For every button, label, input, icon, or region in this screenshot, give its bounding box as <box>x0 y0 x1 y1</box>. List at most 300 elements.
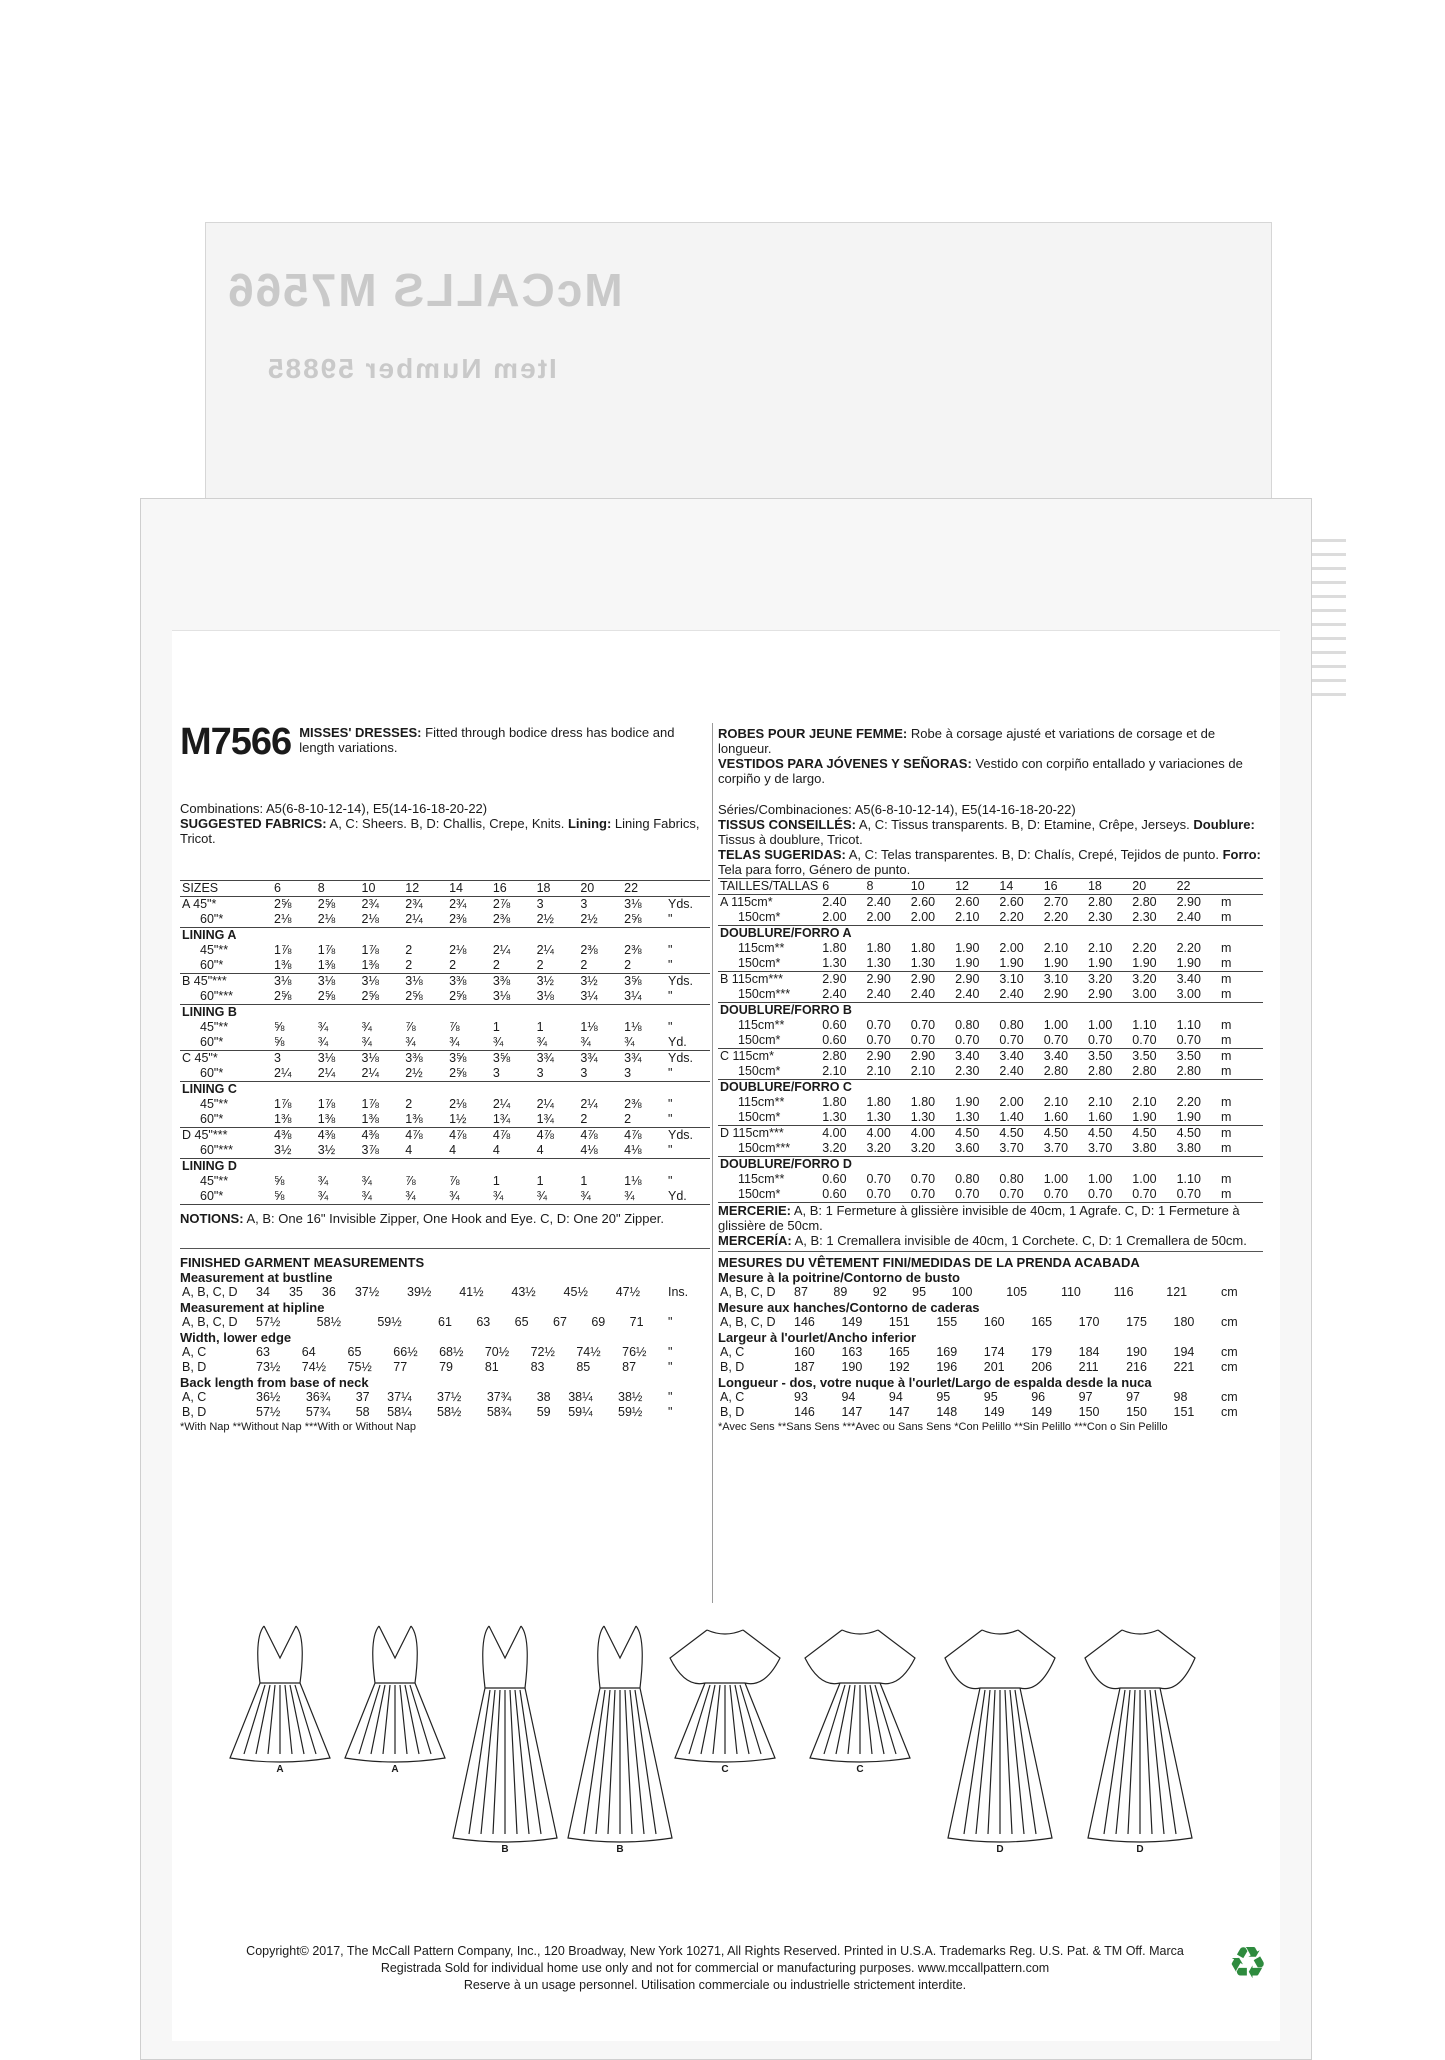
value-cell: 2½ <box>578 912 622 928</box>
section-label: DOUBLURE/FORRO C <box>720 1080 852 1094</box>
dress-drawing <box>1080 1618 1200 1853</box>
spanish-description: VESTIDOS PARA JÓVENES Y SEÑORAS: Vestido con corpiño entallado y variaciones de corpiño y de largo. <box>718 756 1243 786</box>
measurement-cell: 87 <box>794 1285 808 1299</box>
yardage-row <box>718 1018 1263 1033</box>
value-cell: 3.40 <box>955 1049 980 1063</box>
value-cell: 2¼ <box>360 1066 404 1082</box>
value-cell: 2.40 <box>866 895 891 909</box>
size-cell: 22 <box>1175 879 1219 895</box>
value-cell: 3.70 <box>1086 1141 1130 1157</box>
measurement-heading: Mesure aux hanches/Contorno de caderas <box>718 1300 980 1315</box>
value-cell: 2 <box>622 958 666 974</box>
value-cell: 3½ <box>536 974 554 988</box>
measurement-heading: Mesure à la poitrine/Contorno de busto <box>718 1270 960 1285</box>
value-cell: 4.00 <box>822 1126 847 1140</box>
measurement-row <box>180 1360 710 1375</box>
measurement-cell: 190 <box>841 1360 863 1374</box>
value-cell: 2¼ <box>580 1097 598 1111</box>
size-cell: 10 <box>360 881 404 897</box>
row-label: 150cm* <box>718 1033 820 1049</box>
value-cell: 2.10 <box>909 1064 953 1080</box>
value-cell: 2⅛ <box>449 943 467 957</box>
measurement-cell: 110 <box>1060 1285 1081 1299</box>
measurement-row <box>718 1405 1263 1420</box>
value-cell: 0.70 <box>1175 1187 1219 1203</box>
value-cell: 1⅞ <box>361 943 379 957</box>
value-cell: ⅞ <box>405 1174 416 1188</box>
measurement-cell: 190 <box>1126 1345 1147 1359</box>
value-cell: 1⅞ <box>361 1097 379 1111</box>
value-cell: 2¼ <box>316 1066 360 1082</box>
value-cell: 0.70 <box>865 1187 909 1203</box>
value-cell: ⅝ <box>274 1174 285 1188</box>
unit-cell: m <box>1221 1095 1232 1109</box>
value-cell: 2.00 <box>999 1095 1024 1109</box>
value-cell: 1.00 <box>1043 1018 1069 1032</box>
measurement-cell: 147 <box>888 1405 910 1419</box>
value-cell: 2.80 <box>1175 1064 1219 1080</box>
yardage-row <box>718 1141 1263 1157</box>
measurement-cell: 65 <box>514 1315 529 1329</box>
value-cell: 2.80 <box>1132 895 1157 909</box>
measurement-cell: 38 <box>536 1390 551 1404</box>
value-cell: 3¾ <box>580 1051 598 1065</box>
value-cell: 2 <box>405 943 413 957</box>
value-cell: 2⅛ <box>360 912 404 928</box>
unit-cell: " <box>668 1020 673 1034</box>
value-cell: 1.90 <box>1042 956 1086 972</box>
measurement-row <box>718 1390 1263 1405</box>
value-cell: ¾ <box>316 1189 360 1205</box>
value-cell: 4⅞ <box>449 1128 467 1142</box>
ghost-item: Item Number 59885 <box>266 353 557 384</box>
dress-drawing <box>445 1618 565 1853</box>
value-cell: 2⅜ <box>447 912 491 928</box>
value-cell: 0.70 <box>997 1187 1041 1203</box>
value-cell: 1.10 <box>1132 1018 1157 1032</box>
row-label: 60"* <box>180 958 272 974</box>
value-cell: 0.70 <box>910 1018 936 1032</box>
value-cell: 3.70 <box>1042 1141 1086 1157</box>
measurement-cell: 121 <box>1166 1285 1188 1299</box>
view-label: A, B, C, D <box>720 1285 776 1299</box>
measurement-cell: 148 <box>936 1405 958 1419</box>
lining-section-row <box>718 1157 1263 1173</box>
value-cell: 1.90 <box>1130 1110 1174 1126</box>
value-cell: 2⅜ <box>580 943 598 957</box>
measurement-cell: 97 <box>1126 1390 1140 1404</box>
value-cell: 2.90 <box>955 972 980 986</box>
measurement-cell: 58½ <box>316 1315 342 1329</box>
value-cell: ⅝ <box>272 1189 316 1205</box>
footer-line-2: Registrada Sold for individual home use only and not for commercial or manufacturing purposes. www.mccallpattern.com <box>380 1961 1050 1975</box>
value-cell: 2.10 <box>820 1064 864 1080</box>
value-cell: 2.00 <box>820 910 864 926</box>
value-cell: 2.40 <box>953 987 997 1003</box>
measurement-cell: 43½ <box>511 1285 536 1299</box>
value-cell: 2.30 <box>1130 910 1174 926</box>
measurement-cell: 98 <box>1173 1390 1188 1404</box>
value-cell: ¾ <box>491 1189 535 1205</box>
value-cell: 2.90 <box>866 972 891 986</box>
unit-cell <box>1219 879 1263 895</box>
view-label: B, D <box>720 1405 745 1419</box>
view-d-illustration <box>1080 1618 1200 1858</box>
measurement-cell: 58¾ <box>486 1405 512 1419</box>
value-cell: 3.40 <box>1043 1049 1069 1063</box>
value-cell: 2⅛ <box>272 912 316 928</box>
value-cell: ¾ <box>403 1035 447 1051</box>
value-cell: 3.70 <box>997 1141 1041 1157</box>
view-label: A <box>276 1764 284 1775</box>
value-cell: ¾ <box>361 1174 372 1188</box>
view-c-illustration <box>665 1618 785 1858</box>
measurement-cell: 37¼ <box>387 1390 412 1404</box>
measurement-cell: 63 <box>476 1315 491 1329</box>
value-cell: 2.80 <box>1042 1064 1086 1080</box>
view-label: A, B, C, D <box>720 1315 776 1329</box>
measurement-cell: 59½ <box>618 1405 643 1419</box>
value-cell: 0.70 <box>953 1033 997 1049</box>
value-cell: 1.60 <box>1042 1110 1086 1126</box>
column-divider <box>712 723 713 1603</box>
value-cell: 2.90 <box>1042 987 1086 1003</box>
size-cell: 20 <box>578 881 622 897</box>
value-cell: 2.40 <box>1175 910 1219 926</box>
measurement-heading: Width, lower edge <box>180 1330 292 1345</box>
value-cell: 4⅜ <box>317 1128 336 1142</box>
unit-cell: Yds. <box>668 1128 694 1142</box>
unit-cell: " <box>668 1345 673 1359</box>
value-cell: 3 <box>491 1066 535 1082</box>
measurement-cell: 58 <box>355 1405 370 1419</box>
measurement-cell: 163 <box>841 1345 863 1359</box>
measurement-cell: 59¼ <box>568 1405 593 1419</box>
value-cell: 3¾ <box>624 1051 642 1065</box>
measurement-cell: 38¼ <box>568 1390 593 1404</box>
value-cell: ¾ <box>535 1189 579 1205</box>
finished-measurements <box>180 1270 710 1420</box>
lining-section-row <box>180 928 710 944</box>
value-cell: 2⅝ <box>447 1066 491 1082</box>
view-a-illustration <box>220 1618 340 1858</box>
yardage-row <box>718 910 1263 926</box>
measurement-table <box>180 1345 710 1375</box>
value-cell: 4.50 <box>1043 1126 1069 1140</box>
value-cell: 4⅛ <box>578 1143 622 1159</box>
value-cell: 2¼ <box>492 1097 511 1111</box>
size-cell: 18 <box>1086 879 1130 895</box>
value-cell: 1⅛ <box>624 1020 642 1034</box>
measurement-cell: 63 <box>256 1345 270 1359</box>
value-cell: 2.20 <box>997 910 1041 926</box>
value-cell: 4⅜ <box>274 1128 292 1142</box>
measurement-table <box>180 1390 710 1420</box>
value-cell: 4.00 <box>866 1126 891 1140</box>
value-cell: 4⅜ <box>361 1128 379 1142</box>
nap-footnote: *With Nap **Without Nap ***With or Without Nap <box>180 1421 416 1433</box>
value-cell: 2.40 <box>820 987 864 1003</box>
value-cell: 0.70 <box>909 1033 953 1049</box>
value-cell: 3.00 <box>1130 987 1174 1003</box>
unit-cell: " <box>668 943 673 957</box>
value-cell: 1.90 <box>997 956 1041 972</box>
value-cell: 3 <box>274 1051 281 1065</box>
measurement-cell: 37¾ <box>486 1390 512 1404</box>
unit-cell: " <box>668 1405 673 1419</box>
value-cell: 1.90 <box>955 941 980 955</box>
row-label: 60"*** <box>180 1143 272 1159</box>
view-label: C <box>721 1764 729 1775</box>
measurement-cell: 66½ <box>393 1345 418 1359</box>
value-cell: ¾ <box>317 1020 329 1034</box>
unit-cell: " <box>666 1112 710 1128</box>
row-label: 115cm** <box>738 941 785 955</box>
value-cell: 2⅜ <box>491 912 535 928</box>
unit-cell: " <box>668 1360 673 1374</box>
view-label: B <box>616 1844 624 1855</box>
measurement-cell: 76½ <box>622 1345 647 1359</box>
measurement-cell: 105 <box>1006 1285 1028 1299</box>
value-cell: 3.40 <box>1176 972 1201 986</box>
value-cell: 2¾ <box>449 897 467 911</box>
value-cell: 1.80 <box>910 941 936 955</box>
value-cell: 4.50 <box>1132 1126 1157 1140</box>
measurement-row <box>718 1345 1263 1360</box>
value-cell: 3⅛ <box>361 1051 379 1065</box>
english-description: MISSES' DRESSES: Fitted through bodice dress has bodice and length variations. <box>299 725 675 755</box>
value-cell: 1⅞ <box>274 1097 292 1111</box>
section-label: LINING A <box>182 928 237 942</box>
view-label: A, B, C, D <box>182 1315 238 1329</box>
value-cell: 2 <box>447 958 491 974</box>
value-cell: 2⅝ <box>317 897 336 911</box>
unit-cell: Yd. <box>666 1189 710 1205</box>
measurement-cell: 95 <box>912 1285 927 1299</box>
value-cell: 2¾ <box>405 897 423 911</box>
value-cell: 1⅜ <box>272 958 316 974</box>
row-label: 45"** <box>200 1020 229 1034</box>
measurement-cell: 174 <box>983 1345 1005 1359</box>
row-label: A 45"* <box>182 897 217 911</box>
value-cell: 1.90 <box>1130 956 1174 972</box>
measurement-cell: 194 <box>1173 1345 1195 1359</box>
size-cell: 14 <box>997 879 1041 895</box>
unit-cell: cm <box>1221 1405 1238 1419</box>
size-cell: 8 <box>865 879 909 895</box>
measurement-heading: Measurement at bustline <box>180 1270 333 1285</box>
value-cell: 3⅝ <box>449 1051 467 1065</box>
view-label: C <box>856 1764 864 1775</box>
value-cell: ¾ <box>622 1035 666 1051</box>
view-b-illustration <box>445 1618 565 1858</box>
measurement-cell: 95 <box>936 1390 951 1404</box>
value-cell: 3.50 <box>1176 1049 1201 1063</box>
value-cell: 1¾ <box>491 1112 535 1128</box>
dress-drawing <box>665 1618 785 1853</box>
measurement-cell: 71 <box>629 1315 644 1329</box>
view-label: A, B, C, D <box>182 1285 238 1299</box>
value-cell: 2.20 <box>1132 941 1157 955</box>
value-cell: 1.90 <box>1175 1110 1219 1126</box>
measurement-cell: 160 <box>983 1315 1005 1329</box>
view-label: B, D <box>182 1360 207 1374</box>
value-cell: 1 <box>492 1174 500 1188</box>
yardage-row <box>718 1064 1263 1080</box>
value-cell: 3.10 <box>999 972 1024 986</box>
yardage-row <box>718 895 1263 911</box>
unit-cell: m <box>1219 910 1263 926</box>
measurement-cell: 38½ <box>618 1390 643 1404</box>
value-cell: 2⅝ <box>316 989 360 1005</box>
value-cell: 3⅛ <box>624 897 642 911</box>
value-cell: 4 <box>535 1143 579 1159</box>
value-cell: ¾ <box>316 1035 360 1051</box>
measurement-cell: 192 <box>888 1360 910 1374</box>
value-cell: 2⅜ <box>624 943 642 957</box>
value-cell: 0.80 <box>999 1172 1024 1186</box>
section-label: DOUBLURE/FORRO D <box>720 1157 852 1171</box>
unit-cell: m <box>1219 1033 1263 1049</box>
value-cell: 1.30 <box>865 956 909 972</box>
yardage-row <box>180 1189 710 1205</box>
value-cell: 0.70 <box>953 1187 997 1203</box>
unit-cell: Ins. <box>668 1285 689 1299</box>
value-cell: 1⅜ <box>360 1112 404 1128</box>
view-label: A, C <box>720 1390 745 1404</box>
value-cell: ¾ <box>578 1035 622 1051</box>
value-cell: 3.20 <box>865 1141 909 1157</box>
measurement-cell: 57½ <box>256 1315 281 1329</box>
value-cell: 3 <box>536 897 544 911</box>
value-cell: ⅞ <box>405 1020 416 1034</box>
yardage-row <box>718 1126 1263 1142</box>
value-cell: 3¼ <box>578 989 622 1005</box>
size-cell: 16 <box>491 881 535 897</box>
row-label: 60"* <box>180 1035 272 1051</box>
section-label: LINING C <box>182 1082 237 1096</box>
dress-outline <box>230 1626 330 1762</box>
value-cell: 2.70 <box>1043 895 1069 909</box>
value-cell: 0.70 <box>1086 1187 1130 1203</box>
dress-outline <box>453 1626 557 1842</box>
measurement-cell: 64 <box>301 1345 316 1359</box>
measurement-row <box>180 1315 710 1330</box>
dress-drawing <box>335 1618 455 1853</box>
lining-section-row <box>718 1080 1263 1096</box>
value-cell: 1.80 <box>822 1095 847 1109</box>
row-label: 150cm* <box>718 910 820 926</box>
measurement-cell: 36¾ <box>305 1390 331 1404</box>
value-cell: 0.80 <box>955 1018 980 1032</box>
value-cell: 2 <box>405 1097 413 1111</box>
unit-cell: " <box>666 1143 710 1159</box>
unit-cell: cm <box>1221 1360 1238 1374</box>
yardage-row <box>718 1033 1263 1049</box>
size-cell: 16 <box>1042 879 1086 895</box>
value-cell: 1.10 <box>1176 1172 1201 1186</box>
value-cell: 0.60 <box>822 1172 847 1186</box>
value-cell: 2.00 <box>999 941 1024 955</box>
copyright-footer <box>195 1943 1235 1994</box>
unit-cell: m <box>1221 941 1232 955</box>
value-cell: 4.00 <box>910 1126 936 1140</box>
row-label: 60"*** <box>180 989 272 1005</box>
value-cell: 2⅜ <box>624 1097 642 1111</box>
recycle-icon: ♻ <box>1228 1939 1268 1988</box>
yardage-row <box>180 1128 710 1144</box>
measurement-cell: 96 <box>1031 1390 1046 1404</box>
dress-outline <box>568 1626 672 1842</box>
measurement-cell: 37½ <box>354 1285 380 1299</box>
value-cell: 2½ <box>403 1066 447 1082</box>
dress-drawing <box>800 1618 920 1853</box>
yardage-row <box>180 989 710 1005</box>
measurement-cell: 36 <box>321 1285 336 1299</box>
value-cell: 2.60 <box>999 895 1024 909</box>
value-cell: 0.70 <box>866 1018 891 1032</box>
unit-cell: m <box>1219 987 1263 1003</box>
measurement-cell: 147 <box>841 1405 863 1419</box>
value-cell: 3.20 <box>1132 972 1157 986</box>
value-cell: 2.40 <box>865 987 909 1003</box>
measurement-cell: 37 <box>355 1390 370 1404</box>
value-cell: 3⅛ <box>317 1051 336 1065</box>
value-cell: 0.70 <box>1130 1187 1174 1203</box>
lining-section-row <box>718 1003 1263 1019</box>
measurement-cell: 150 <box>1078 1405 1100 1419</box>
lining-section-row <box>180 1082 710 1098</box>
view-label: A, C <box>720 1345 745 1359</box>
measurement-cell: 97 <box>1078 1390 1093 1404</box>
unit-cell: m <box>1221 1018 1232 1032</box>
measurement-cell: 170 <box>1078 1315 1100 1329</box>
value-cell: 1.30 <box>820 1110 864 1126</box>
value-cell: 2.20 <box>1176 1095 1201 1109</box>
measurement-cell: 95 <box>983 1390 998 1404</box>
value-cell: 2.90 <box>910 972 936 986</box>
measurement-cell: 34 <box>256 1285 270 1299</box>
view-label: D <box>996 1844 1004 1855</box>
yardage-row <box>718 987 1263 1003</box>
yardage-row <box>718 1095 1263 1110</box>
unit-cell: Yd. <box>666 1035 710 1051</box>
value-cell: 1 <box>536 1174 544 1188</box>
measurement-cell: 151 <box>1173 1405 1195 1419</box>
row-label: 150cm* <box>718 1187 820 1203</box>
size-cell: 20 <box>1130 879 1174 895</box>
size-cell: 14 <box>447 881 491 897</box>
measurement-cell: 87 <box>622 1360 637 1374</box>
value-cell: 2⅝ <box>622 912 666 928</box>
measurement-cell: 36½ <box>256 1390 281 1404</box>
measurement-cell: 165 <box>888 1345 910 1359</box>
value-cell: 0.60 <box>820 1187 864 1203</box>
value-cell: 2¾ <box>361 897 379 911</box>
sens-footnote: *Avec Sens **Sans Sens ***Avec ou Sans Sens *Con Pelillo **Sin Pelillo ***Con o Sin Pelillo <box>718 1421 1168 1433</box>
section-label: DOUBLURE/FORRO B <box>720 1003 852 1017</box>
value-cell: 1.90 <box>1175 956 1219 972</box>
value-cell: 2.40 <box>997 1064 1041 1080</box>
view-illustrations <box>220 1618 1270 1858</box>
size-cell: 10 <box>909 879 953 895</box>
tissus-conseilles: TISSUS CONSEILLÉS: A, C: Tissus transparents. B, D: Etamine, Crêpe, Jerseys. Doublure: Tissus à doublure, Tricot. <box>718 817 1255 847</box>
value-cell: 1.30 <box>953 1110 997 1126</box>
measurement-table <box>180 1315 710 1330</box>
french-spanish-column <box>718 631 1263 1435</box>
value-cell: 1.60 <box>1086 1110 1130 1126</box>
value-cell: 0.70 <box>1042 1187 1086 1203</box>
